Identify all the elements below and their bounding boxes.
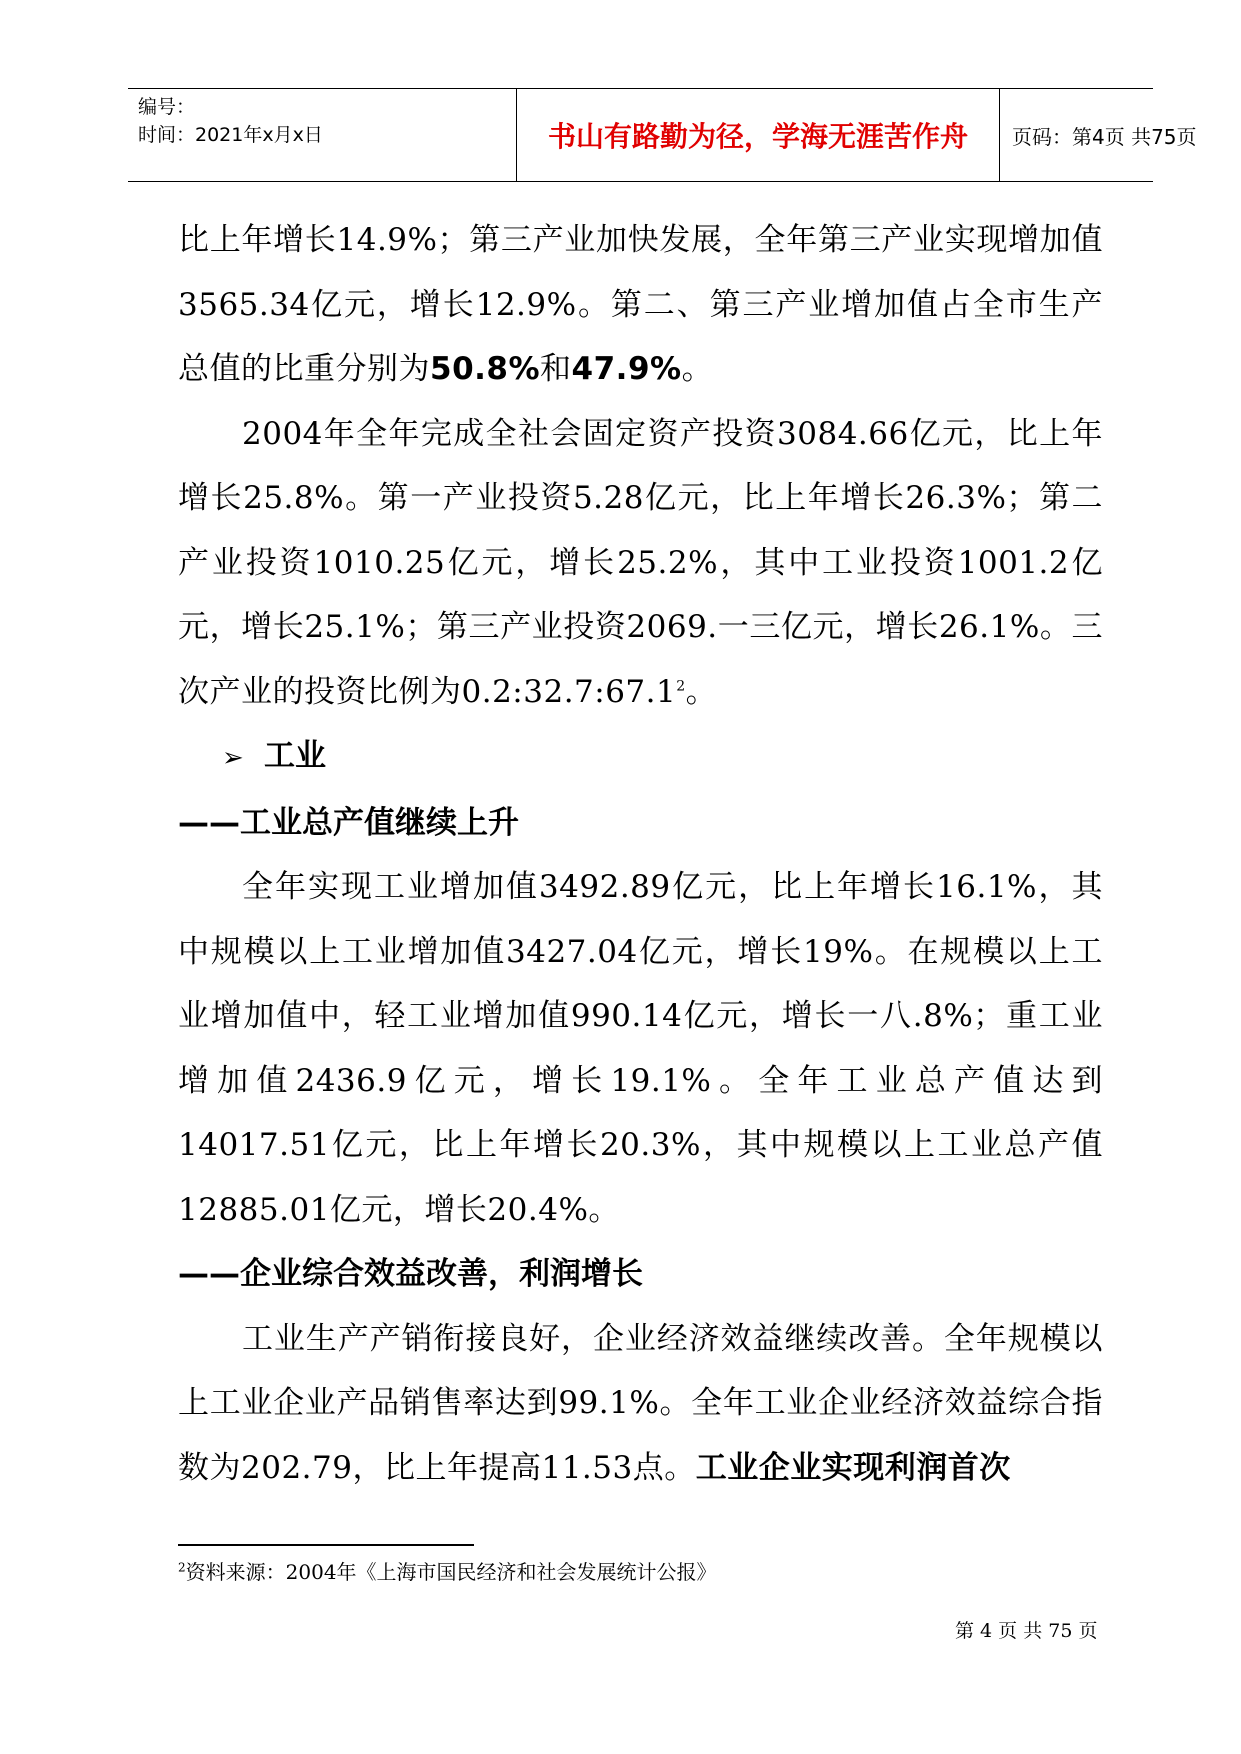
page-header [128, 88, 1197, 182]
paragraph-text: 和 [540, 351, 572, 387]
paragraph-text: 比上年增长14.9%；第三产业加快发展，全年第三产业实现增加值3565.34亿元，增长12.9%。第二、第三产业增加值占全市生产总值的比重分别为 [178, 222, 1103, 387]
paragraph [178, 402, 1103, 725]
footnote-marker: 2 [178, 1560, 186, 1575]
document-time-label: 时间：2021年x月x日 [138, 124, 323, 146]
paragraph: 全年实现工业增加值3492.89亿元，比上年增长16.1%，其中规模以上工业增加值3427.04亿元，增长19%。在规模以上工业增加值中，轻工业增加值990.14亿元，增长一八.8%；重工业增加值2436.9亿元，增长19.1%。全年工业总产值达到14017.51亿元，比上年增长20.3%，其中规模以上工业总产值12885.01亿元，增长20.4%。 [178, 869, 1103, 1228]
paragraph [178, 1307, 1103, 1501]
page-footer: 第 4 页 共 75 页 [955, 1620, 1098, 1642]
header-motto: 书山有路勤为径，学海无涯苦作舟 [547, 120, 968, 153]
document-number-label: 编号： [138, 96, 196, 118]
paragraph-text: 。 [681, 351, 714, 387]
subheading: ——企业综合效益改善，利润增长 [178, 1256, 643, 1292]
footnote-text: 资料来源：2004年《上海市国民经济和社会发展统计公报》 [185, 1560, 717, 1584]
paragraph-text: 2004年全年完成全社会固定资产投资3084.66亿元，比上年增长25.8%。第一产业投资5.28亿元，比上年增长26.3%；第二产业投资1010.25亿元，增长25.2%，其中工业投资1001.2亿元，增长25.1%；第三产业投资2069.一三亿元，增长26.1%。三次产业的投资比例为0.2:32.7:67.1 [178, 415, 1103, 710]
bold-value: 47.9% [571, 351, 682, 387]
footnote-separator [178, 1544, 474, 1546]
paragraph [178, 208, 1103, 402]
document-body [178, 208, 1103, 1500]
paragraph-text: 工业生产产销衔接良好，企业经济效益继续改善。全年规模以上工业企业产品销售率达到99.1%。全年工业企业经济效益综合指数为202.79，比上年提高11.53点。 [178, 1320, 1103, 1486]
header-page-number: 页码：第4页 共75页 [1012, 124, 1197, 149]
arrow-bullet-icon: ➢ [222, 743, 244, 773]
subheading: ——工业总产值继续上升 [178, 804, 519, 841]
bold-value: 50.8% [430, 351, 541, 387]
footnote-ref: 2 [676, 678, 686, 695]
header-meta [138, 89, 508, 185]
section-bullet [178, 724, 1103, 791]
header-divider [999, 89, 1000, 181]
footnote [178, 1556, 717, 1585]
paragraph-text: 。 [685, 673, 718, 710]
bold-text: 工业企业实现利润首次 [695, 1449, 1011, 1486]
section-title: 工业 [264, 738, 326, 774]
